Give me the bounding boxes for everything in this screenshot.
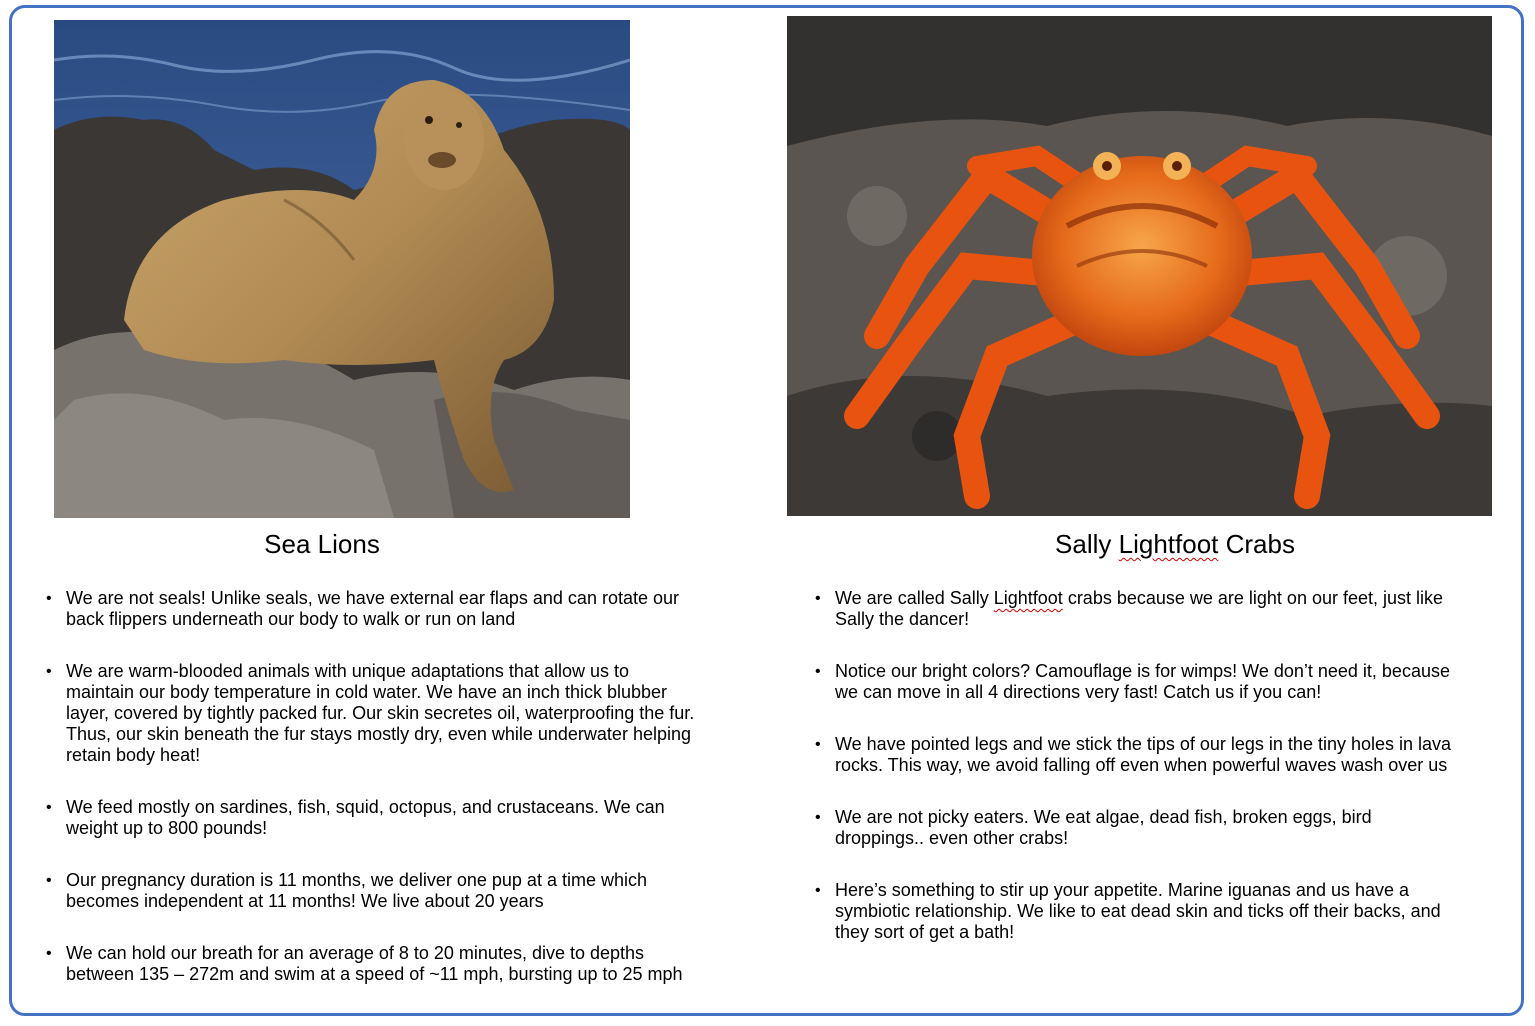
sea-lions-facts-list bbox=[46, 588, 696, 1016]
crabs-title bbox=[820, 529, 1530, 559]
crabs-facts-list bbox=[815, 588, 1455, 974]
bullet-icon: • bbox=[815, 590, 821, 607]
fact-text: We have pointed legs and we stick the tips of our legs in the tiny holes in lava rocks. This way, we avoid falling off even when powerful waves wash over us bbox=[835, 734, 1452, 775]
fact-text: We feed mostly on sardines, fish, squid, octopus, and crustaceans. We can weight up to 800 pounds! bbox=[66, 797, 665, 838]
list-item bbox=[46, 797, 696, 839]
fact-text: We are warm-blooded animals with unique adaptations that allow us to maintain our body temperature in cold water. We have an inch thick blubber layer, covered by tightly packed fur. Our skin secretes oil, waterproofing the fur. Thus, our skin beneath the fur stays mostly dry, even while underwater helping retain body heat! bbox=[66, 661, 695, 765]
sea-lions-title: Sea Lions bbox=[264, 529, 380, 559]
bullet-icon: • bbox=[815, 663, 821, 680]
bullet-icon: • bbox=[815, 736, 821, 753]
fact-text: We are not seals! Unlike seals, we have external ear flaps and can rotate our back flippers underneath our body to walk or run on land bbox=[66, 588, 680, 629]
list-item bbox=[46, 943, 696, 985]
bullet-icon: • bbox=[815, 809, 821, 826]
fact-text: Notice our bright colors? Camouflage is for wimps! We don’t need it, because we can move in all 4 directions very fast! Catch us if you can! bbox=[835, 661, 1450, 702]
list-item bbox=[815, 734, 1455, 776]
list-item bbox=[815, 880, 1455, 943]
bullet-icon: • bbox=[46, 663, 52, 680]
fact-text: We can hold our breath for an average of 8 to 20 minutes, dive to depths between 135 – 272m and swim at a speed of ~11 mph, bursting up to 25 mph bbox=[66, 943, 683, 984]
list-item bbox=[815, 661, 1455, 703]
crab-photo bbox=[787, 16, 1492, 516]
crabs-title-pre: Sally bbox=[1055, 529, 1119, 559]
spellcheck-flagged-word[interactable]: Lightfoot bbox=[1118, 529, 1219, 559]
bullet-icon: • bbox=[46, 945, 52, 962]
fact-text: We are not picky eaters. We eat algae, dead fish, broken eggs, bird droppings.. even other crabs! bbox=[835, 807, 1372, 848]
list-item bbox=[815, 807, 1455, 849]
fact-text bbox=[835, 588, 1443, 629]
list-item bbox=[46, 661, 696, 766]
fact-text-part: crabs because we are light on our feet, just like Sally the dancer! bbox=[835, 588, 1444, 629]
bullet-icon: • bbox=[46, 799, 52, 816]
bullet-icon: • bbox=[46, 872, 52, 889]
fact-text: Here’s something to stir up your appetite. Marine iguanas and us have a symbiotic relationship. We like to eat dead skin and ticks off their backs, and they sort of get a bath! bbox=[835, 880, 1441, 942]
list-item bbox=[815, 588, 1455, 630]
sea-lion-photo bbox=[54, 20, 630, 518]
bullet-icon: • bbox=[815, 882, 821, 899]
fact-text-part: We are called Sally bbox=[835, 588, 994, 608]
crabs-title-post: Crabs bbox=[1218, 529, 1295, 559]
spellcheck-flagged-word[interactable]: Lightfoot bbox=[993, 588, 1063, 608]
fact-text: Our pregnancy duration is 11 months, we deliver one pup at a time which becomes independent at 11 months! We live about 20 years bbox=[66, 870, 647, 911]
list-item bbox=[46, 870, 696, 912]
list-item bbox=[46, 588, 696, 630]
bullet-icon: • bbox=[46, 590, 52, 607]
